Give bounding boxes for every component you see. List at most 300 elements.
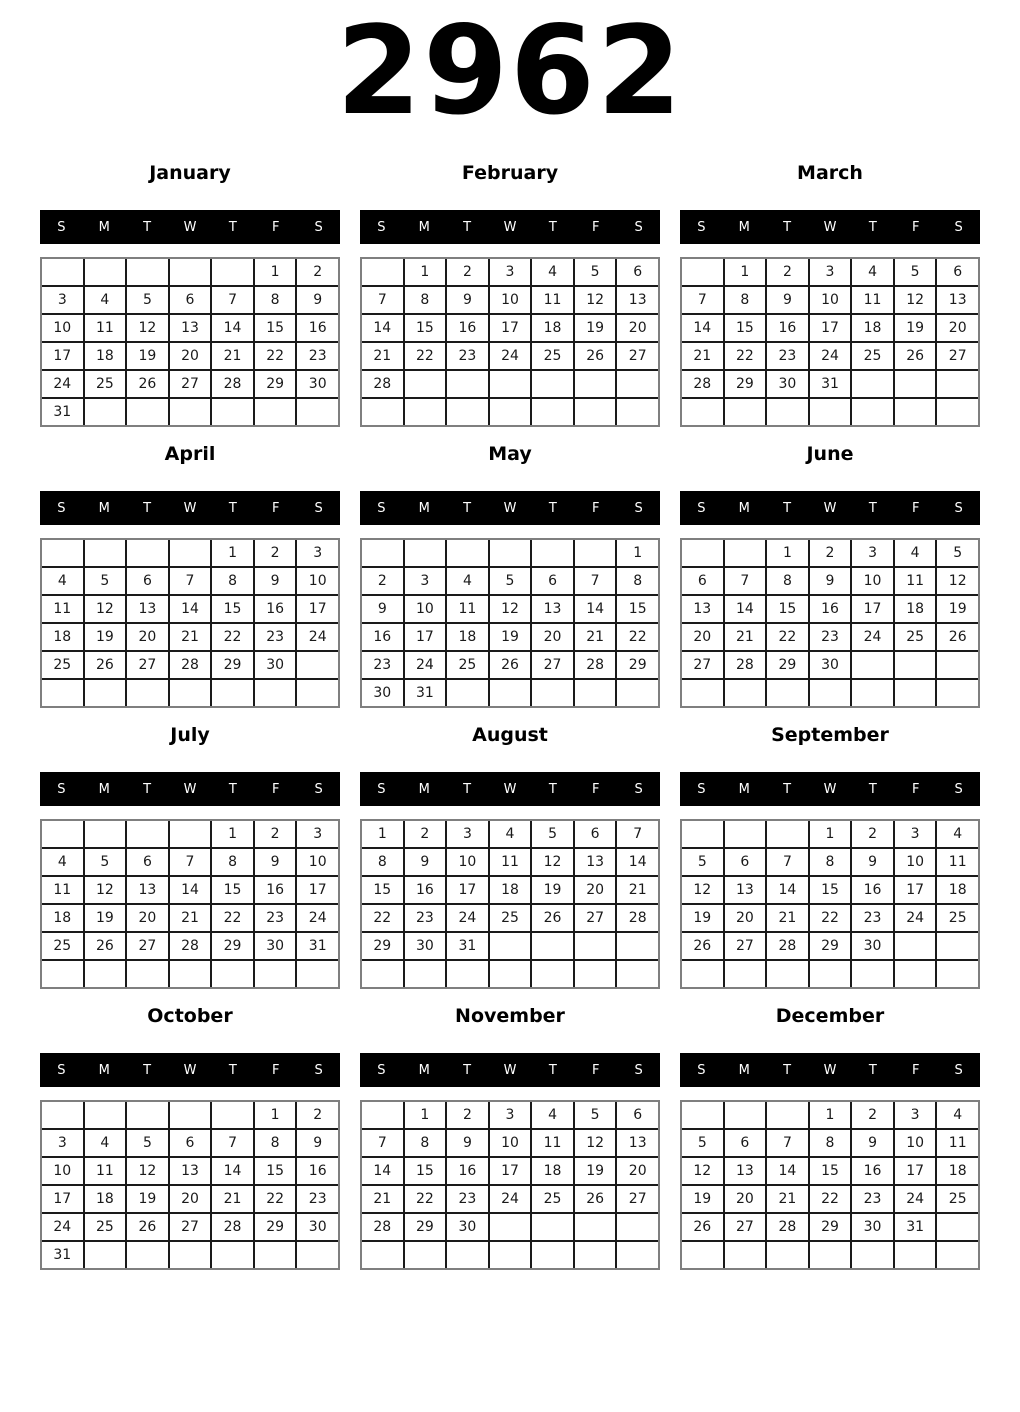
day-cell: 27 (682, 652, 723, 678)
empty-day-cell (852, 1242, 893, 1268)
empty-day-cell (725, 680, 766, 706)
day-cell: 20 (617, 315, 658, 341)
day-cell: 29 (362, 933, 403, 959)
weekday-label: W (823, 781, 837, 797)
day-cell: 15 (255, 1158, 296, 1184)
day-cell: 26 (127, 371, 168, 397)
weekday-label: W (823, 1062, 837, 1078)
month-day-grid (360, 819, 660, 989)
empty-day-cell (170, 961, 211, 987)
day-cell: 16 (852, 877, 893, 903)
weekday-label: S (314, 500, 323, 516)
month-name: September (771, 724, 889, 746)
month-name: June (806, 443, 854, 465)
empty-day-cell (490, 933, 531, 959)
day-cell: 3 (297, 540, 338, 566)
weekday-header-bar (40, 210, 340, 244)
day-cell: 29 (810, 1214, 851, 1240)
empty-day-cell (212, 1242, 253, 1268)
weekday-label: M (98, 1062, 110, 1078)
weekday-label: S (954, 219, 963, 235)
day-cell: 6 (127, 568, 168, 594)
day-cell: 17 (810, 315, 851, 341)
day-cell: 18 (42, 905, 83, 931)
day-cell: 19 (937, 596, 978, 622)
day-cell: 11 (937, 849, 978, 875)
empty-day-cell (362, 961, 403, 987)
empty-day-cell (810, 1242, 851, 1268)
empty-day-cell (810, 399, 851, 425)
day-cell: 11 (532, 287, 573, 313)
weekday-label: M (738, 500, 750, 516)
day-cell: 8 (212, 849, 253, 875)
weekday-label: T (228, 500, 237, 516)
day-cell: 23 (447, 1186, 488, 1212)
day-cell: 7 (575, 568, 616, 594)
day-cell: 10 (490, 287, 531, 313)
empty-day-cell (575, 371, 616, 397)
day-cell: 4 (85, 287, 126, 313)
day-cell: 14 (170, 596, 211, 622)
weekday-header-bar (680, 772, 980, 806)
day-cell: 12 (682, 877, 723, 903)
day-cell: 22 (810, 905, 851, 931)
day-cell: 14 (170, 877, 211, 903)
day-cell: 16 (255, 877, 296, 903)
empty-day-cell (575, 680, 616, 706)
month-day-grid (360, 257, 660, 427)
month-name: January (149, 162, 231, 184)
day-cell: 31 (42, 399, 83, 425)
empty-day-cell (767, 1102, 808, 1128)
day-cell: 29 (617, 652, 658, 678)
empty-day-cell (490, 371, 531, 397)
month-name: November (455, 1005, 565, 1027)
weekday-label: T (783, 219, 792, 235)
day-cell: 2 (297, 1102, 338, 1128)
day-cell: 24 (297, 624, 338, 650)
day-cell: 24 (490, 343, 531, 369)
day-cell: 24 (297, 905, 338, 931)
day-cell: 22 (255, 1186, 296, 1212)
day-cell: 15 (255, 315, 296, 341)
month-block (40, 724, 340, 989)
day-cell: 26 (85, 933, 126, 959)
weekday-label: W (503, 1062, 517, 1078)
empty-day-cell (362, 399, 403, 425)
day-cell: 9 (767, 287, 808, 313)
day-cell: 19 (682, 1186, 723, 1212)
weekday-label: F (271, 500, 280, 516)
weekday-label: S (697, 219, 706, 235)
empty-day-cell (297, 652, 338, 678)
day-cell: 24 (447, 905, 488, 931)
day-cell: 22 (362, 905, 403, 931)
day-cell: 7 (617, 821, 658, 847)
weekday-label: T (548, 219, 557, 235)
day-cell: 20 (127, 905, 168, 931)
day-cell: 19 (127, 343, 168, 369)
day-cell: 25 (937, 1186, 978, 1212)
day-cell: 3 (297, 821, 338, 847)
day-cell: 30 (852, 933, 893, 959)
day-cell: 1 (767, 540, 808, 566)
day-cell: 23 (297, 343, 338, 369)
day-cell: 22 (810, 1186, 851, 1212)
day-cell: 12 (682, 1158, 723, 1184)
month-day-grid (40, 257, 340, 427)
day-cell: 2 (810, 540, 851, 566)
empty-day-cell (212, 680, 253, 706)
day-cell: 27 (127, 652, 168, 678)
day-cell: 1 (362, 821, 403, 847)
month-day-grid (360, 1100, 660, 1270)
day-cell: 25 (937, 905, 978, 931)
empty-day-cell (85, 680, 126, 706)
day-cell: 24 (42, 1214, 83, 1240)
weekday-label: S (314, 781, 323, 797)
day-cell: 10 (490, 1130, 531, 1156)
day-cell: 13 (532, 596, 573, 622)
day-cell: 15 (405, 315, 446, 341)
day-cell: 26 (575, 1186, 616, 1212)
day-cell: 8 (212, 568, 253, 594)
empty-day-cell (405, 1242, 446, 1268)
day-cell: 30 (405, 933, 446, 959)
day-cell: 5 (937, 540, 978, 566)
weekday-label: F (271, 1062, 280, 1078)
day-cell: 18 (85, 343, 126, 369)
day-cell: 30 (810, 652, 851, 678)
weekday-label: M (418, 500, 430, 516)
month-block (680, 724, 980, 989)
day-cell: 22 (767, 624, 808, 650)
empty-day-cell (682, 1242, 723, 1268)
weekday-label: W (183, 500, 197, 516)
month-block (680, 443, 980, 708)
weekday-label: W (503, 500, 517, 516)
day-cell: 20 (127, 624, 168, 650)
day-cell: 7 (767, 1130, 808, 1156)
day-cell: 20 (532, 624, 573, 650)
weekday-label: M (738, 219, 750, 235)
day-cell: 6 (532, 568, 573, 594)
day-cell: 6 (617, 1102, 658, 1128)
day-cell: 18 (42, 624, 83, 650)
weekday-label: S (377, 219, 386, 235)
day-cell: 16 (767, 315, 808, 341)
day-cell: 14 (212, 315, 253, 341)
weekday-label: S (954, 781, 963, 797)
empty-day-cell (297, 680, 338, 706)
empty-day-cell (297, 961, 338, 987)
day-cell: 21 (362, 343, 403, 369)
empty-day-cell (490, 399, 531, 425)
empty-day-cell (490, 961, 531, 987)
day-cell: 29 (212, 933, 253, 959)
day-cell: 7 (362, 287, 403, 313)
day-cell: 15 (617, 596, 658, 622)
day-cell: 1 (810, 821, 851, 847)
day-cell: 10 (852, 568, 893, 594)
empty-day-cell (937, 371, 978, 397)
empty-day-cell (212, 399, 253, 425)
day-cell: 21 (170, 624, 211, 650)
day-cell: 19 (575, 1158, 616, 1184)
empty-day-cell (937, 680, 978, 706)
day-cell: 9 (297, 1130, 338, 1156)
weekday-label: T (783, 781, 792, 797)
day-cell: 26 (937, 624, 978, 650)
empty-day-cell (617, 1214, 658, 1240)
weekday-label: S (954, 1062, 963, 1078)
day-cell: 4 (532, 1102, 573, 1128)
weekday-label: F (591, 1062, 600, 1078)
empty-day-cell (405, 371, 446, 397)
empty-day-cell (937, 1214, 978, 1240)
weekday-label: T (868, 781, 877, 797)
empty-day-cell (682, 1102, 723, 1128)
day-cell: 27 (725, 1214, 766, 1240)
day-cell: 3 (405, 568, 446, 594)
day-cell: 22 (617, 624, 658, 650)
day-cell: 22 (405, 343, 446, 369)
day-cell: 2 (255, 821, 296, 847)
day-cell: 3 (447, 821, 488, 847)
weekday-label: T (463, 219, 472, 235)
day-cell: 17 (297, 877, 338, 903)
day-cell: 24 (810, 343, 851, 369)
day-cell: 8 (255, 287, 296, 313)
empty-day-cell (895, 399, 936, 425)
weekday-label: F (271, 781, 280, 797)
day-cell: 6 (617, 259, 658, 285)
empty-day-cell (170, 680, 211, 706)
day-cell: 4 (42, 849, 83, 875)
day-cell: 25 (85, 371, 126, 397)
day-cell: 1 (255, 259, 296, 285)
day-cell: 3 (42, 287, 83, 313)
empty-day-cell (852, 371, 893, 397)
month-block (360, 443, 660, 708)
day-cell: 6 (682, 568, 723, 594)
empty-day-cell (42, 821, 83, 847)
weekday-header-bar (680, 491, 980, 525)
day-cell: 7 (170, 849, 211, 875)
day-cell: 16 (852, 1158, 893, 1184)
day-cell: 27 (170, 1214, 211, 1240)
day-cell: 1 (405, 259, 446, 285)
day-cell: 14 (617, 849, 658, 875)
empty-day-cell (405, 399, 446, 425)
day-cell: 21 (170, 905, 211, 931)
weekday-header-bar (360, 210, 660, 244)
day-cell: 21 (767, 905, 808, 931)
day-cell: 1 (405, 1102, 446, 1128)
weekday-label: W (503, 219, 517, 235)
day-cell: 24 (42, 371, 83, 397)
empty-day-cell (85, 1102, 126, 1128)
day-cell: 2 (447, 1102, 488, 1128)
empty-day-cell (490, 540, 531, 566)
day-cell: 30 (255, 933, 296, 959)
weekday-label: T (868, 219, 877, 235)
month-name: July (170, 724, 210, 746)
day-cell: 8 (767, 568, 808, 594)
day-cell: 6 (170, 287, 211, 313)
day-cell: 30 (297, 371, 338, 397)
weekday-label: T (783, 500, 792, 516)
empty-day-cell (362, 540, 403, 566)
day-cell: 5 (895, 259, 936, 285)
weekday-label: S (57, 219, 66, 235)
empty-day-cell (447, 961, 488, 987)
day-cell: 21 (725, 624, 766, 650)
day-cell: 26 (575, 343, 616, 369)
weekday-label: F (911, 219, 920, 235)
weekday-label: T (548, 1062, 557, 1078)
empty-day-cell (852, 680, 893, 706)
month-day-grid (40, 819, 340, 989)
day-cell: 23 (852, 1186, 893, 1212)
day-cell: 11 (532, 1130, 573, 1156)
day-cell: 13 (617, 287, 658, 313)
day-cell: 2 (852, 821, 893, 847)
month-block (40, 1005, 340, 1270)
day-cell: 10 (42, 315, 83, 341)
day-cell: 2 (852, 1102, 893, 1128)
day-cell: 7 (362, 1130, 403, 1156)
weekday-label: T (228, 781, 237, 797)
day-cell: 29 (725, 371, 766, 397)
day-cell: 16 (297, 315, 338, 341)
day-cell: 2 (447, 259, 488, 285)
day-cell: 18 (532, 315, 573, 341)
day-cell: 23 (405, 905, 446, 931)
day-cell: 27 (617, 343, 658, 369)
day-cell: 22 (212, 905, 253, 931)
month-block (360, 724, 660, 989)
day-cell: 7 (725, 568, 766, 594)
day-cell: 21 (767, 1186, 808, 1212)
day-cell: 2 (405, 821, 446, 847)
weekday-label: S (57, 781, 66, 797)
year-title: 2962 (336, 0, 684, 142)
day-cell: 13 (682, 596, 723, 622)
empty-day-cell (895, 1242, 936, 1268)
empty-day-cell (532, 371, 573, 397)
day-cell: 17 (895, 877, 936, 903)
weekday-label: M (738, 1062, 750, 1078)
day-cell: 5 (127, 1130, 168, 1156)
day-cell: 5 (682, 849, 723, 875)
day-cell: 25 (532, 1186, 573, 1212)
day-cell: 2 (297, 259, 338, 285)
day-cell: 31 (447, 933, 488, 959)
empty-day-cell (767, 680, 808, 706)
weekday-header-bar (360, 772, 660, 806)
day-cell: 21 (212, 343, 253, 369)
day-cell: 11 (490, 849, 531, 875)
day-cell: 25 (85, 1214, 126, 1240)
weekday-label: S (377, 1062, 386, 1078)
day-cell: 30 (255, 652, 296, 678)
empty-day-cell (170, 399, 211, 425)
day-cell: 3 (895, 821, 936, 847)
empty-day-cell (767, 399, 808, 425)
day-cell: 10 (405, 596, 446, 622)
day-cell: 12 (127, 315, 168, 341)
day-cell: 11 (42, 596, 83, 622)
day-cell: 23 (255, 624, 296, 650)
day-cell: 21 (682, 343, 723, 369)
empty-day-cell (447, 1242, 488, 1268)
empty-day-cell (127, 540, 168, 566)
day-cell: 23 (255, 905, 296, 931)
day-cell: 12 (127, 1158, 168, 1184)
empty-day-cell (767, 1242, 808, 1268)
day-cell: 31 (42, 1242, 83, 1268)
day-cell: 23 (297, 1186, 338, 1212)
weekday-label: W (183, 219, 197, 235)
day-cell: 24 (895, 905, 936, 931)
day-cell: 4 (42, 568, 83, 594)
empty-day-cell (42, 680, 83, 706)
empty-day-cell (405, 961, 446, 987)
day-cell: 13 (725, 877, 766, 903)
day-cell: 17 (447, 877, 488, 903)
day-cell: 11 (447, 596, 488, 622)
day-cell: 29 (212, 652, 253, 678)
month-day-grid (40, 1100, 340, 1270)
weekday-label: S (634, 1062, 643, 1078)
weekday-label: T (548, 500, 557, 516)
day-cell: 25 (42, 652, 83, 678)
day-cell: 19 (85, 624, 126, 650)
day-cell: 19 (575, 315, 616, 341)
empty-day-cell (617, 1242, 658, 1268)
weekday-label: T (143, 219, 152, 235)
month-day-grid (680, 257, 980, 427)
empty-day-cell (725, 540, 766, 566)
day-cell: 29 (405, 1214, 446, 1240)
month-block (680, 162, 980, 427)
day-cell: 18 (895, 596, 936, 622)
day-cell: 5 (532, 821, 573, 847)
day-cell: 27 (937, 343, 978, 369)
day-cell: 19 (127, 1186, 168, 1212)
day-cell: 7 (682, 287, 723, 313)
day-cell: 9 (447, 287, 488, 313)
day-cell: 7 (767, 849, 808, 875)
empty-day-cell (810, 961, 851, 987)
empty-day-cell (532, 540, 573, 566)
weekday-label: S (377, 500, 386, 516)
day-cell: 20 (937, 315, 978, 341)
empty-day-cell (617, 371, 658, 397)
day-cell: 26 (895, 343, 936, 369)
day-cell: 19 (532, 877, 573, 903)
day-cell: 25 (447, 652, 488, 678)
weekday-label: S (634, 500, 643, 516)
day-cell: 6 (725, 1130, 766, 1156)
day-cell: 14 (362, 1158, 403, 1184)
day-cell: 19 (490, 624, 531, 650)
day-cell: 13 (127, 877, 168, 903)
empty-day-cell (362, 1242, 403, 1268)
weekday-label: F (911, 1062, 920, 1078)
weekday-label: T (463, 781, 472, 797)
